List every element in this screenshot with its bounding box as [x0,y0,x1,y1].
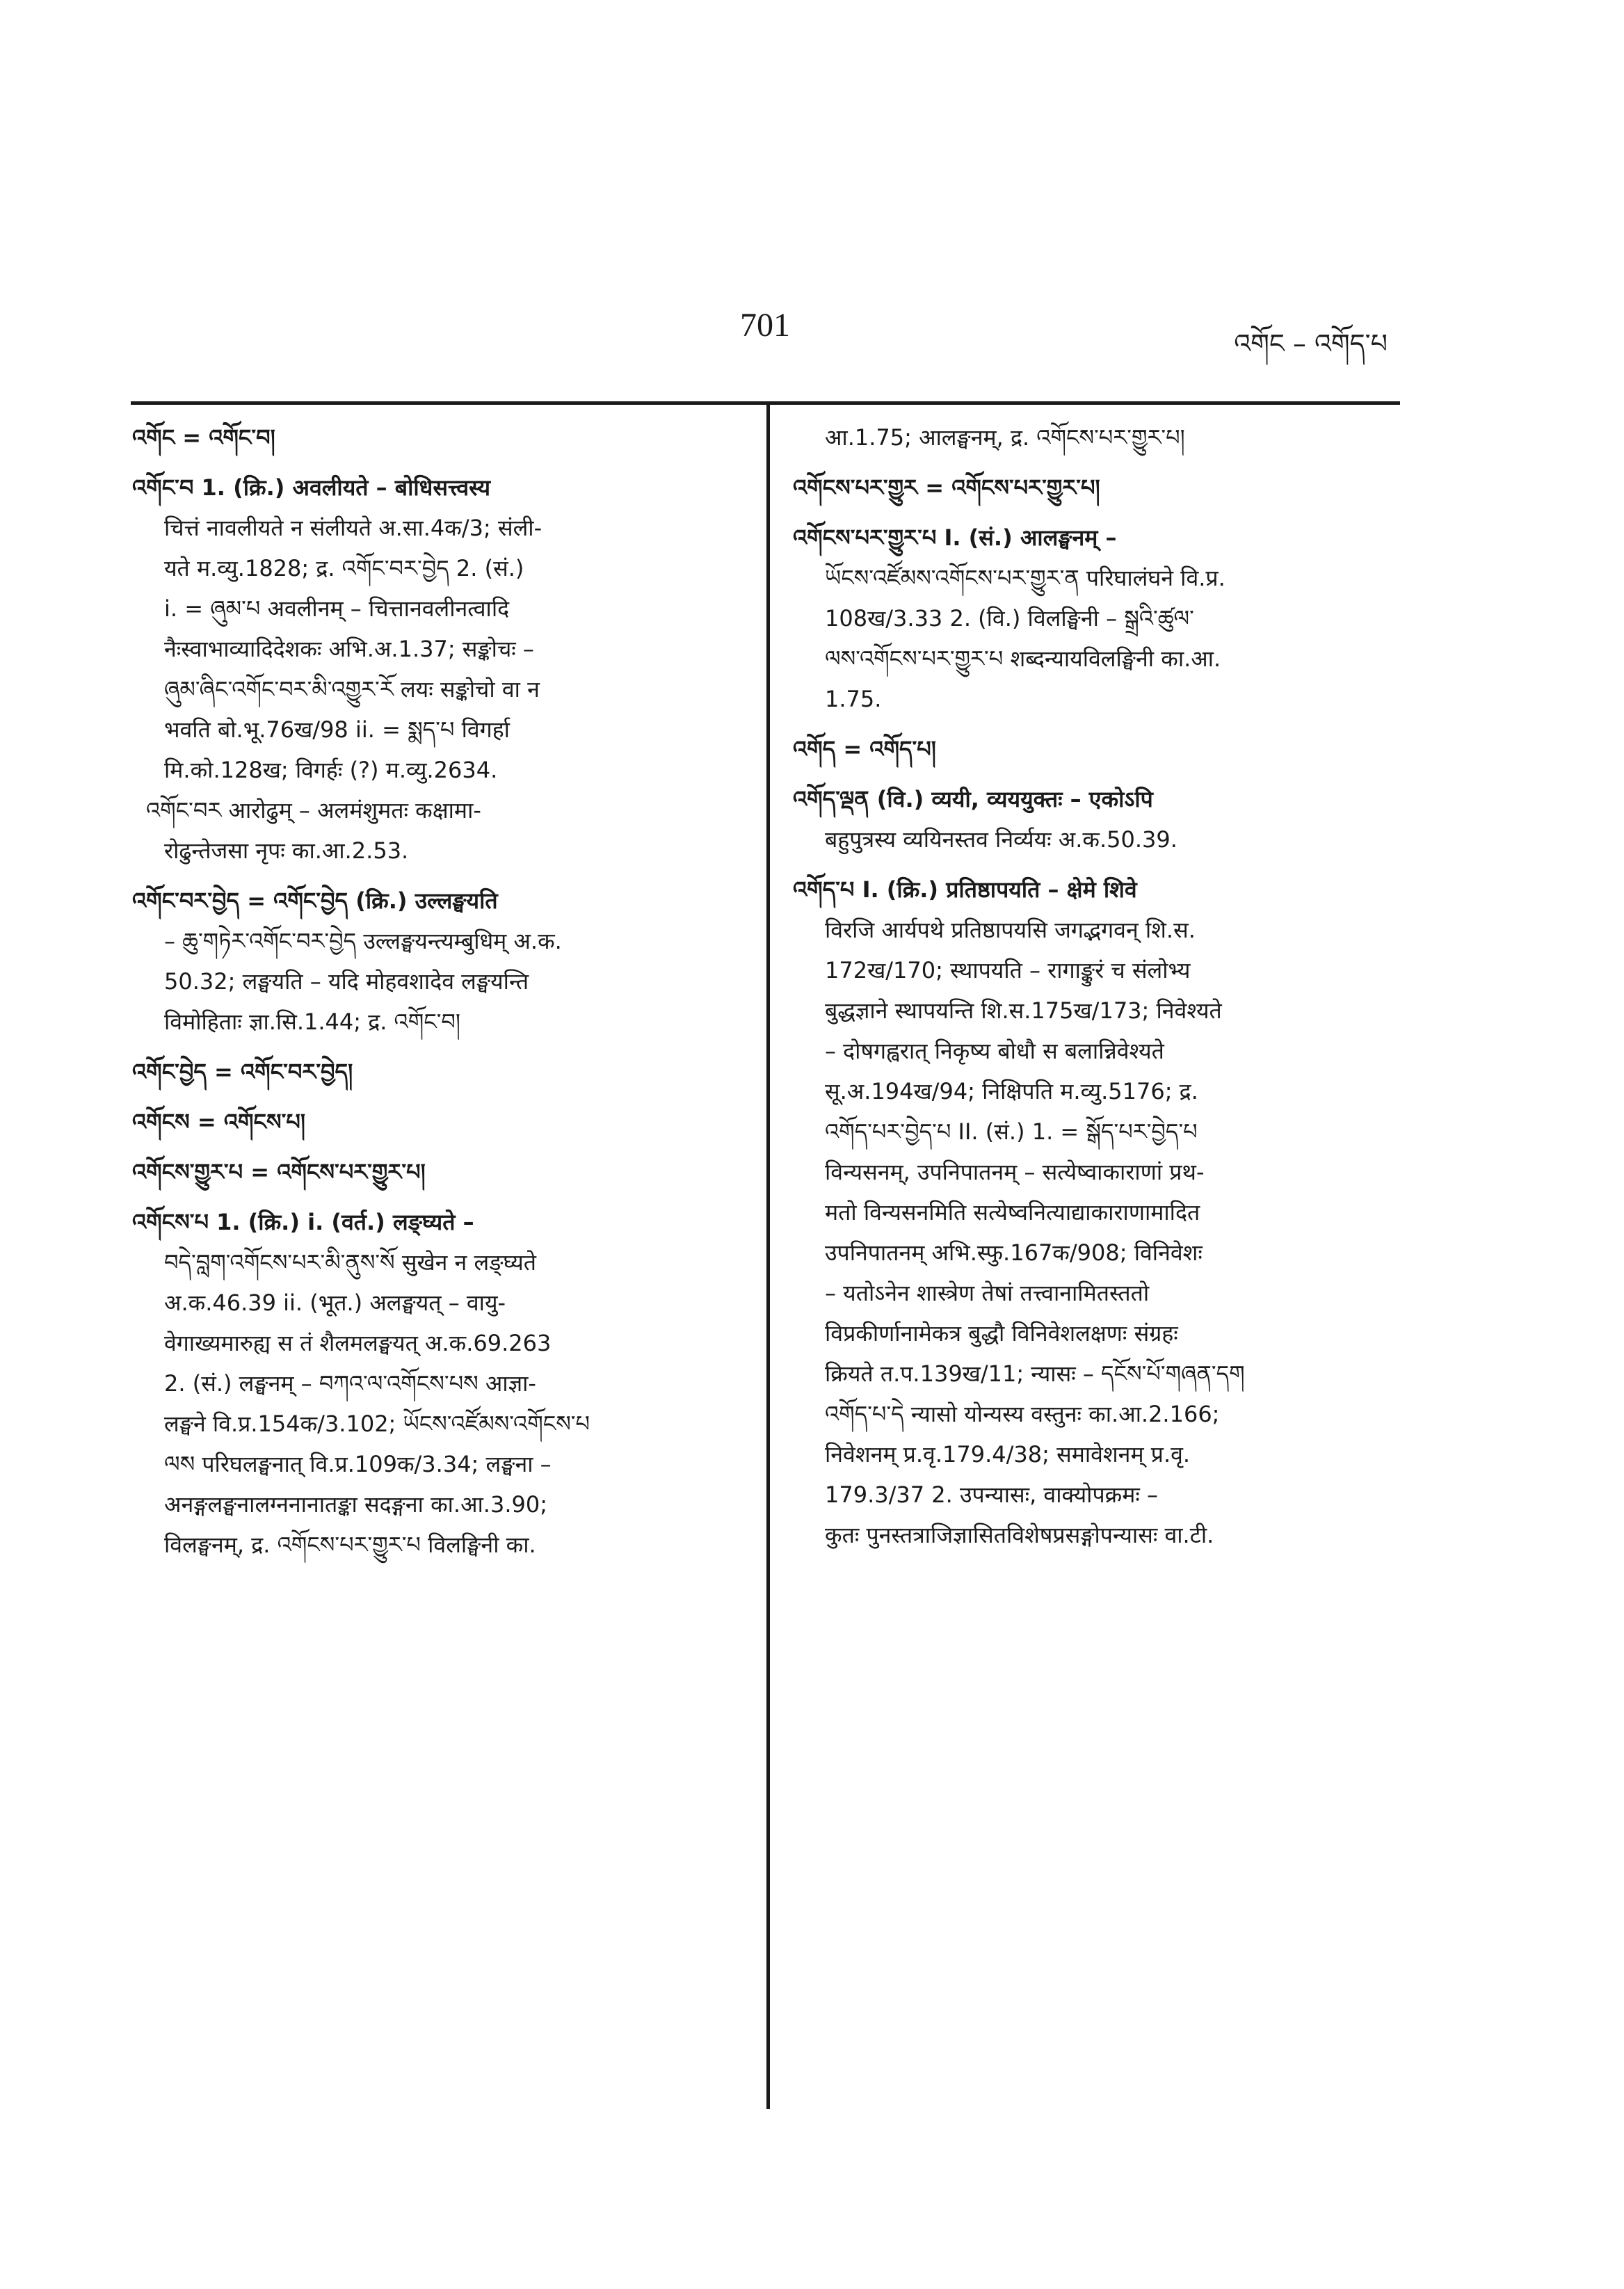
dictionary-line: विप्रकीर्णानामेकत्र बुद्धौ विनिवेशलक्षणः संग्रहः [825,1320,1178,1347]
dictionary-line: विन्यसनम्, उपनिपातनम् – सत्येष्वाकाराणां प्रथ- [825,1159,1205,1185]
running-head: འགོང – འགོད་པ [1234,328,1388,359]
column-divider [766,405,770,2109]
dictionary-line: – ཆུ་གཏེར་འགོང་བར་བྱེད उल्लङ्घयन्त्यम्बुधिम् अ.क. [164,928,562,954]
dictionary-line: कुतः पुनस्तत्राजिज्ञासितविशेषप्रसङ्गोपन्यासः वा.टी. [825,1522,1214,1548]
left-column [132,417,744,1565]
page-number: 701 [740,307,790,344]
dictionary-line: लङ्घने वि.प्र.154क/3.102; ཡོངས་འཛོམས་འགོངས་པ [164,1411,590,1437]
dictionary-line: འགོངས་པར་གྱུར = འགོངས་པར་གྱུར་པ། [793,474,1100,501]
dictionary-line: i. = ཞུམ་པ अवलीनम् – चित्तानवलीनत्वादि [164,595,510,622]
dictionary-line: सू.अ.194ख/94; निक्षिपति म.व्यु.5176; द्र. [825,1078,1198,1105]
dictionary-line: ཡོངས་འཛོམས་འགོངས་པར་གྱུར་ན परिघालंघने वि.प्र. [825,565,1225,591]
dictionary-line: 1.75. [825,686,882,712]
dictionary-line: འགོང་བ 1. (क्रि.) अवलीयते – बोधिसत्त्वस्य [132,474,491,501]
header-rule [131,401,1400,405]
dictionary-line: འགོད་པ I. (क्रि.) प्रतिष्ठापयति – क्षेमे शिवे [793,876,1137,903]
dictionary-line: འགོངས་པ 1. (क्रि.) i. (वर्त.) लङ्घ्यते – [132,1209,474,1235]
dictionary-line: अनङ्गलङ्घनालग्ननानातङ्का सदङ्गना का.आ.3.90; [164,1491,548,1518]
dictionary-line: रोढुन्तेजसा नृपः का.आ.2.53. [164,837,409,864]
dictionary-line: भवति बो.भू.76ख/98 ii. = སྨད་པ विगर्हा [164,716,510,743]
dictionary-line: क्रियते त.प.139ख/11; न्यासः – དངོས་པོ་གཞན་དག [825,1360,1245,1387]
dictionary-line: 50.32; लङ्घयति – यदि मोहवशादेव लङ्घयन्ति [164,968,529,995]
dictionary-line: འགོད་ལྡན (वि.) व्ययी, व्यययुक्तः – एकोऽपि [793,786,1153,812]
dictionary-line: अ.क.46.39 ii. (भूत.) अलङ्घयत् – वायु- [164,1290,506,1316]
dictionary-line: बुद्धज्ञाने स्थापयन्ति शि.स.175ख/173; निवेश्यते [825,997,1222,1024]
dictionary-line: ཞུམ་ཞིང་འགོང་བར་མི་འགྱུར་རོ लयः सङ्कोचो वा न [164,676,540,702]
dictionary-line: འགོངས་གྱུར་པ = འགོངས་པར་གྱུར་པ། [132,1159,426,1185]
dictionary-line: འགོང་བྱེད = འགོང་བར་བྱེད། [132,1059,353,1085]
dictionary-line: – दोषगह्वरात् निकृष्य बोधौ स बलान्निवेश्यते [825,1038,1164,1064]
dictionary-line: वेगाख्यमारुह्य स तं शैलमलङ्घयत् अ.क.69.263 [164,1330,552,1356]
dictionary-line: विरजि आर्यपथे प्रतिष्ठापयसि जगद्भगवन् शि.स. [825,917,1196,943]
dictionary-line: 2. (सं.) लङ्घनम् – བཀའ་ལ་འགོངས་པས आज्ञा- [164,1370,536,1397]
dictionary-line: 179.3/37 2. उपन्यासः, वाक्योपक्रमः – [825,1481,1158,1508]
dictionary-line: यते म.व्यु.1828; द्र. འགོང་བར་བྱེད 2. (सं.) [164,555,524,581]
dictionary-line: – यतोऽनेन शास्त्रेण तेषां तत्त्वानामितस्ततो [825,1280,1150,1306]
right-column [793,417,1401,1555]
dictionary-line: नैःस्वाभाव्यादिदेशकः अभि.अ.1.37; सङ्कोचः – [164,636,534,662]
dictionary-line: उपनिपातनम् अभि.स्फु.167क/908; विनिवेशः [825,1239,1203,1266]
dictionary-line: मि.को.128ख; विगर्हः (?) म.व्यु.2634. [164,757,498,783]
dictionary-line: निवेशनम् प्र.वृ.179.4/38; समावेशनम् प्र.वृ. [825,1441,1191,1468]
dictionary-line: འགོད = འགོད་པ། [793,736,936,762]
dictionary-line: ལས་འགོངས་པར་གྱུར་པ शब्दन्यायविलङ्घिनी का.आ. [825,645,1221,672]
dictionary-line: मतो विन्यसनमिति सत्येष्वनित्याद्याकाराणामादित [825,1199,1200,1226]
dictionary-line: བདེ་བླག་འགོངས་པར་མི་ནུས་སོ सुखेन न लङ्घ्यते [164,1249,536,1276]
dictionary-line: འགོད་པར་བྱེད་པ II. (सं.) 1. = སྒོད་པར་བྱེད་པ [825,1118,1198,1145]
dictionary-line: विलङ्घनम्, द्र. འགོངས་པར་གྱུར་པ विलङ्घिनी का. [164,1532,536,1558]
dictionary-line: འགོད་པ་དེ न्यासो योन्यस्य वस्तुनः का.आ.2.166; [825,1401,1220,1427]
dictionary-line: ལས परिघलङ्घनात् वि.प्र.109क/3.34; लङ्घना – [164,1451,552,1477]
dictionary-line: འགོངས = འགོངས་པ། [132,1109,305,1135]
dictionary-line: 108ख/3.33 2. (वि.) विलङ्घिनी – སྒྲའི་ཚུལ་ [825,605,1194,632]
dictionary-line: འགོང་བར आरोढुम् – अलमंशुमतः कक्षामा- [146,797,481,824]
dictionary-line: विमोहिताः ज्ञा.सि.1.44; द्र. འགོང་བ། [164,1009,461,1035]
dictionary-line: चित्तं नावलीयते न संलीयते अ.सा.4क/3; संली- [164,515,542,541]
dictionary-line: འགོང = འགོང་བ། [132,424,275,451]
dictionary-line: 172ख/170; स्थापयति – रागाङ्कुरं च संलोभ्य [825,957,1191,983]
dictionary-line: बहुपुत्रस्य व्ययिनस्तव निर्व्ययः अ.क.50.39. [825,826,1177,853]
dictionary-line: འགོངས་པར་གྱུར་པ I. (सं.) आलङ्घनम् – [793,524,1117,551]
dictionary-line: आ.1.75; आलङ्घनम्, द्र. འགོངས་པར་གྱུར་པ། [825,424,1185,451]
dictionary-line: འགོང་བར་བྱེད = འགོང་བྱེད (क्रि.) उल्लङ्घयति [132,888,498,914]
